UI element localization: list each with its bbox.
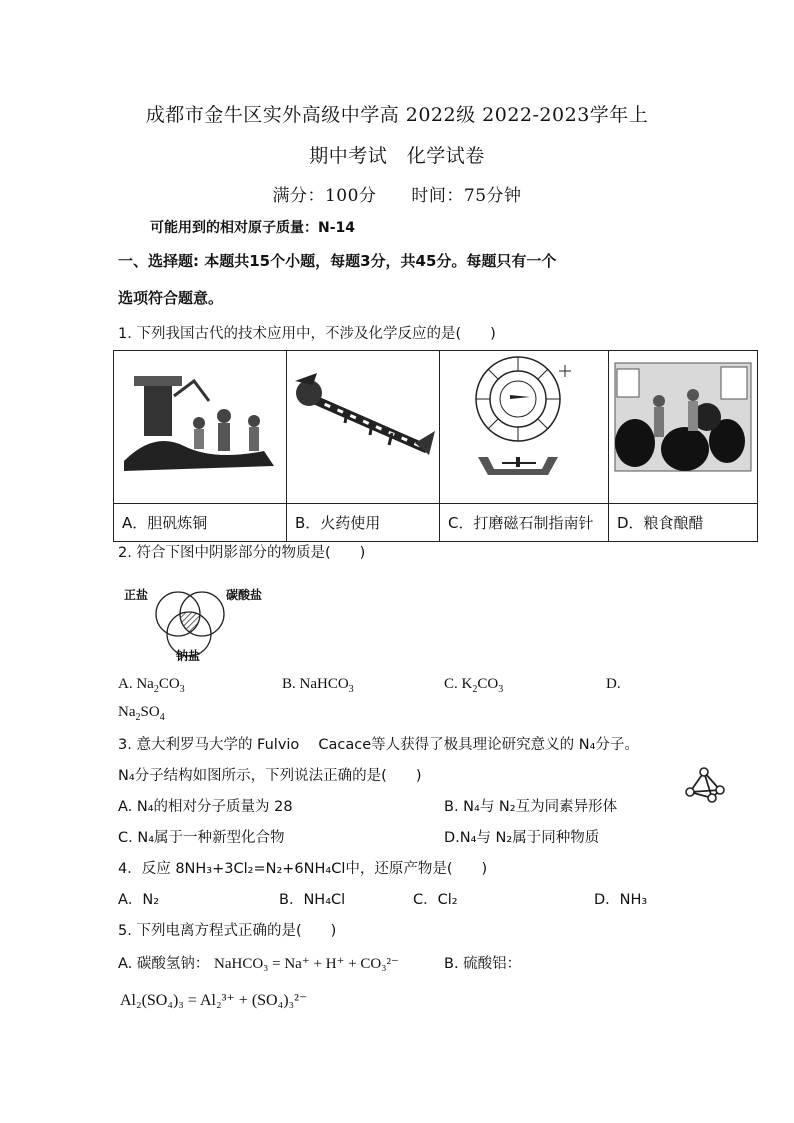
q2-option-b-sub: 3	[348, 684, 354, 695]
q4-option-a[interactable]: A．N₂	[118, 892, 160, 908]
q1-option-d[interactable]: D．粮食酿醋	[609, 504, 758, 542]
exam-score-time: 满分：100分 时间：75分钟	[272, 186, 522, 206]
q3-stem-line1: 3. 意大利罗马大学的 Fulvio Cacace等人获得了极具理论研究意义的 N₄分子。	[118, 737, 639, 753]
q5-option-a-equation: NaHCO₃ = Na⁺ + H⁺ + CO₃²⁻	[214, 956, 399, 972]
q1-option-b[interactable]: B．火药使用	[287, 504, 440, 542]
q5-option-a[interactable]	[118, 952, 399, 973]
dragon-rocket-icon	[287, 351, 439, 499]
smelting-scene-icon	[114, 351, 286, 499]
q5-option-b-equation: Al₂(SO₄)₃ = Al₂³⁺ + (SO₄)₃²⁻	[120, 992, 308, 1009]
atomic-mass-note: 可能用到的相对原子质量：N-14	[150, 220, 356, 236]
exam-subtitle: 期中考试 化学试卷	[309, 145, 485, 167]
section-title-cont: 选项符合题意。	[118, 289, 224, 307]
exam-title: 成都市金牛区实外高级中学高 2022级 2022-2023学年上	[145, 104, 649, 126]
q3-option-c[interactable]: C. N₄属于一种新型化合物	[118, 830, 285, 846]
q1-option-table	[113, 350, 758, 542]
q2-option-c-sub2: 3	[498, 684, 504, 695]
q2-option-b-text: B. NaHCO	[282, 676, 349, 692]
q5-stem: 5. 下列电离方程式正确的是( )	[118, 923, 337, 939]
n4-molecule-icon	[684, 766, 728, 804]
q4-option-b[interactable]: B．NH₄Cl	[279, 892, 346, 908]
q2-option-d-formula	[118, 704, 165, 723]
q1-image-cell-c	[440, 351, 609, 504]
q2-option-b[interactable]	[282, 676, 354, 695]
q2-option-d-text2: SO	[140, 704, 160, 720]
q3-stem-line2: N₄分子结构如图所示，下列说法正确的是( )	[118, 768, 422, 784]
q4-option-d[interactable]: D．NH₃	[594, 892, 648, 908]
vinegar-brewing-icon	[609, 351, 757, 499]
venn-label-carbonate: 碳酸盐	[226, 588, 263, 602]
q2-option-d-text: Na	[118, 704, 136, 720]
q2-option-a-sub2: 3	[179, 684, 185, 695]
q1-stem: 1. 下列我国古代的技术应用中，不涉及化学反应的是( )	[118, 326, 496, 342]
q1-image-cell-b	[287, 351, 440, 504]
q2-option-a-sub1: 2	[153, 684, 159, 695]
compass-icon	[440, 351, 608, 499]
q2-option-c-text2: CO	[477, 676, 499, 692]
q1-image-cell-d	[609, 351, 758, 504]
q4-stem: 4．反应 8NH₃+3Cl₂=N₂+6NH₄Cl中，还原产物是( )	[118, 861, 488, 877]
section-title: 一、选择题: 本题共15个小题，每题3分，共45分。每题只有一个	[118, 252, 557, 270]
q2-stem: 2. 符合下图中阴影部分的物质是( )	[118, 545, 366, 561]
q3-option-d[interactable]: D.N₄与 N₂属于同种物质	[444, 830, 600, 846]
venn-label-normal-salt: 正盐	[124, 588, 149, 602]
q2-option-d-sub1: 2	[135, 712, 141, 723]
q5-option-b-label[interactable]: B. 硫酸铝：	[444, 956, 522, 972]
q1-image-cell-a	[114, 351, 287, 504]
q2-option-a-text: A. Na	[118, 676, 154, 692]
q2-option-c-text: C. K	[444, 676, 473, 692]
q2-option-d[interactable]: D.	[606, 676, 621, 692]
q2-option-d-sub2: 4	[159, 712, 165, 723]
q3-option-b[interactable]: B. N₄与 N₂互为同素异形体	[444, 799, 618, 815]
q4-option-c[interactable]: C．Cl₂	[413, 892, 458, 908]
q2-option-c[interactable]	[444, 676, 503, 695]
q2-option-c-sub1: 2	[472, 684, 478, 695]
q2-option-a-text2: CO	[158, 676, 180, 692]
q2-option-a[interactable]	[118, 676, 185, 695]
q1-option-c[interactable]: C．打磨磁石制指南针	[440, 504, 609, 542]
q5-option-a-label: A. 碳酸氢钠：	[118, 956, 210, 972]
venn-label-sodium-salt: 钠盐	[176, 649, 201, 663]
q1-option-a[interactable]: A．胆矾炼铜	[114, 504, 287, 542]
q3-option-a[interactable]: A. N₄的相对分子质量为 28	[118, 799, 293, 815]
